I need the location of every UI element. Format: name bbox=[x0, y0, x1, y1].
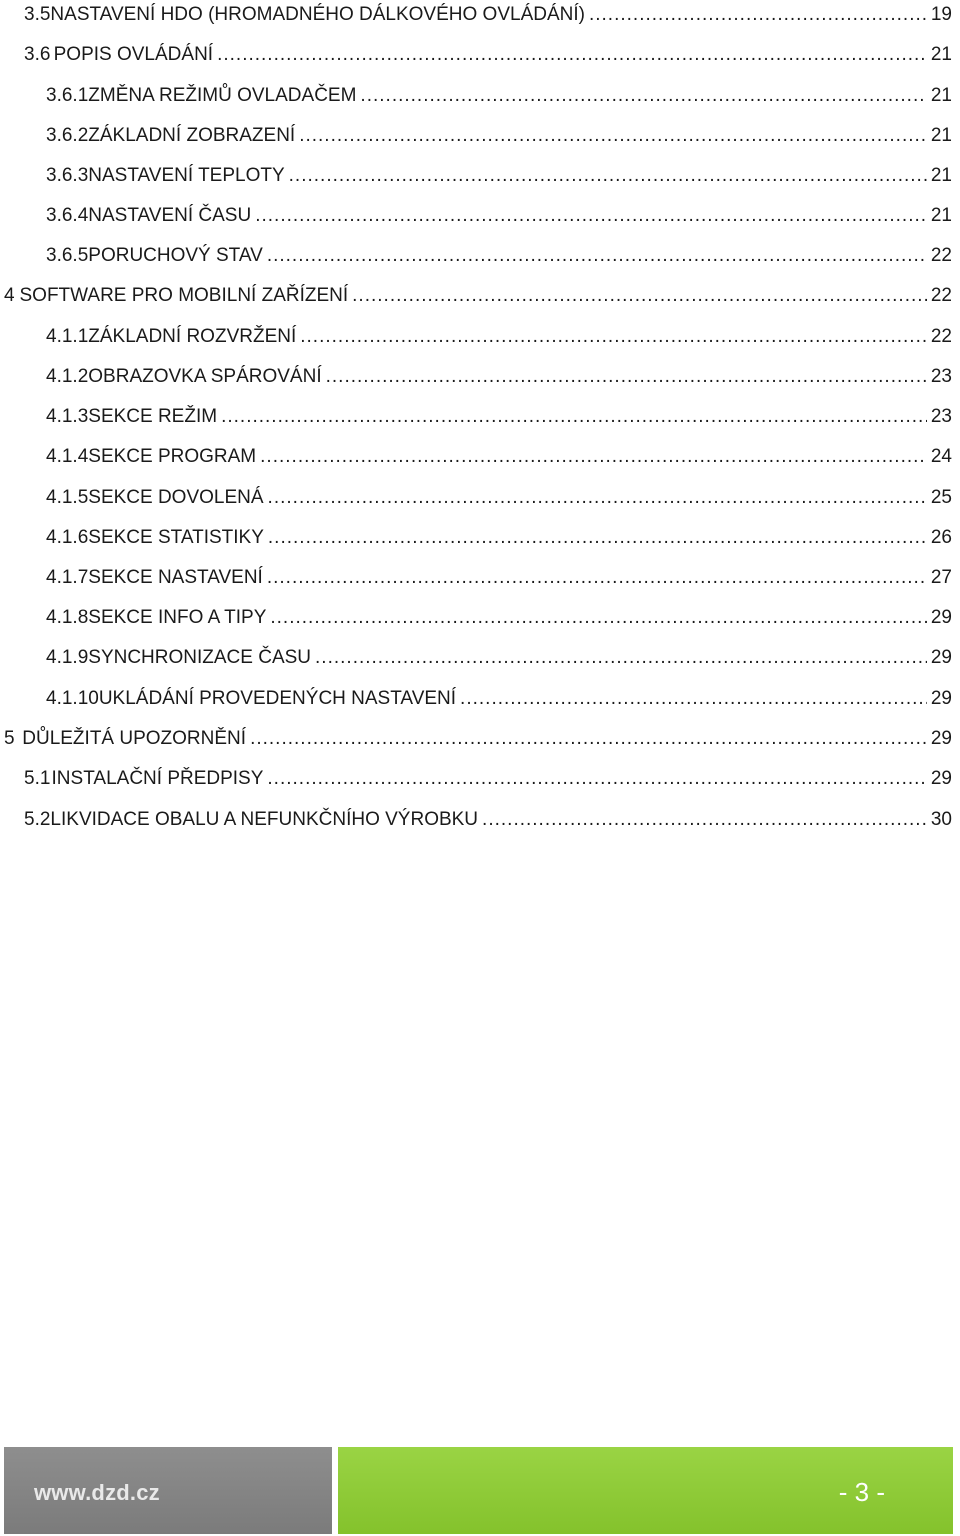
toc-entry-number: 3.6.4 bbox=[46, 204, 89, 226]
footer-website-url[interactable]: www.dzd.cz bbox=[34, 1479, 160, 1505]
toc-entry-title: SYNCHRONIZACE ČASU bbox=[88, 646, 312, 668]
dot-leader bbox=[289, 166, 927, 185]
toc-entry-page: 29 bbox=[930, 727, 952, 749]
toc-entry-page: 27 bbox=[930, 566, 952, 588]
toc-entry-page: 22 bbox=[930, 244, 952, 266]
toc-entry[interactable] bbox=[46, 517, 952, 557]
toc-entry-number: 3.5 bbox=[24, 3, 51, 25]
toc-entry-number: 3.6.1 bbox=[46, 84, 89, 106]
toc-entry-page: 21 bbox=[930, 43, 952, 65]
toc-entry[interactable] bbox=[46, 477, 952, 517]
toc-entry-number: 3.6.3 bbox=[46, 164, 89, 186]
dot-leader bbox=[268, 488, 927, 507]
toc-entry-page: 23 bbox=[930, 405, 952, 427]
toc-entry-page: 21 bbox=[930, 124, 952, 146]
toc-entry-number: 4.1.2 bbox=[46, 365, 89, 387]
dot-leader bbox=[250, 729, 927, 748]
toc-entry-title: OBRAZOVKA SPÁROVÁNÍ bbox=[88, 365, 322, 387]
toc-entry-title: NASTAVENÍ TEPLOTY bbox=[88, 164, 285, 186]
dot-leader bbox=[589, 5, 927, 24]
toc-entry-page: 24 bbox=[930, 445, 952, 467]
toc-entry-number: 3.6.2 bbox=[46, 124, 89, 146]
toc-entry-number: 3.6.5 bbox=[46, 244, 89, 266]
toc-entry[interactable] bbox=[46, 155, 952, 195]
toc-entry-number: 5.2 bbox=[24, 808, 51, 830]
toc-entry-title: ZÁKLADNÍ ZOBRAZENÍ bbox=[88, 124, 296, 146]
dot-leader bbox=[260, 447, 927, 466]
dot-leader bbox=[267, 246, 927, 265]
toc-entry-number: 4 bbox=[4, 284, 15, 306]
toc-entry-number: 4.1.9 bbox=[46, 646, 89, 668]
toc-entry-title: DŮLEŽITÁ UPOZORNĚNÍ bbox=[22, 727, 247, 749]
toc-entry-title: NASTAVENÍ HDO (HROMADNÉHO DÁLKOVÉHO OVLÁDÁNÍ) bbox=[50, 3, 585, 25]
dot-leader bbox=[300, 327, 927, 346]
toc-entry-title: POPIS OVLÁDÁNÍ bbox=[53, 43, 214, 65]
toc-entry-title: ZMĚNA REŽIMŮ OVLADAČEM bbox=[88, 84, 357, 106]
dot-leader bbox=[268, 528, 927, 547]
toc-entry[interactable] bbox=[46, 637, 952, 677]
toc-entry-number: 5.1 bbox=[24, 767, 51, 789]
toc-entry-title: SEKCE NASTAVENÍ bbox=[88, 566, 263, 588]
dot-leader bbox=[482, 810, 927, 829]
toc-entry-page: 29 bbox=[930, 767, 952, 789]
footer-website-band bbox=[4, 1447, 332, 1534]
toc-entry-number: 4.1.7 bbox=[46, 566, 89, 588]
toc-entry-page: 19 bbox=[930, 3, 952, 25]
dot-leader bbox=[270, 608, 926, 627]
toc-entry-title: INSTALAČNÍ PŘEDPISY bbox=[51, 767, 264, 789]
toc-entry-title: SEKCE PROGRAM bbox=[88, 445, 257, 467]
dot-leader bbox=[255, 206, 927, 225]
dot-leader bbox=[315, 648, 927, 667]
toc-entry-title: SEKCE REŽIM bbox=[88, 405, 218, 427]
toc-entry[interactable] bbox=[24, 34, 952, 74]
toc-entry-page: 29 bbox=[930, 646, 952, 668]
toc-entry-page: 26 bbox=[930, 526, 952, 548]
toc-entry-page: 23 bbox=[930, 365, 952, 387]
toc-entry-title: NASTAVENÍ ČASU bbox=[88, 204, 252, 226]
toc-entry-title: SEKCE INFO A TIPY bbox=[88, 606, 267, 628]
toc-entry[interactable] bbox=[24, 0, 952, 34]
toc-entry[interactable] bbox=[46, 597, 952, 637]
dot-leader bbox=[221, 407, 927, 426]
toc-entry-title: LIKVIDACE OBALU A NEFUNKČNÍHO VÝROBKU bbox=[50, 808, 479, 830]
toc-entry-page: 25 bbox=[930, 486, 952, 508]
toc-entry-number: 4.1.6 bbox=[46, 526, 89, 548]
toc-entry-title: ZÁKLADNÍ ROZVRŽENÍ bbox=[88, 325, 297, 347]
toc-entry[interactable] bbox=[46, 396, 952, 436]
toc-entry[interactable] bbox=[24, 758, 952, 798]
dot-leader bbox=[299, 126, 927, 145]
toc-entry-page: 21 bbox=[930, 84, 952, 106]
toc-entry-number: 4.1.4 bbox=[46, 445, 89, 467]
footer-page-number: - 3 - bbox=[838, 1477, 885, 1507]
toc-entry-number: 4.1.10 bbox=[46, 687, 99, 709]
toc-entry-number: 3.6 bbox=[24, 43, 51, 65]
dot-leader bbox=[360, 86, 926, 105]
toc-entry-title: SEKCE DOVOLENÁ bbox=[88, 486, 264, 508]
toc-entry[interactable] bbox=[46, 75, 952, 115]
toc-entry-title: SOFTWARE PRO MOBILNÍ ZAŘÍZENÍ bbox=[19, 284, 349, 306]
toc-entry-title: SEKCE STATISTIKY bbox=[88, 526, 264, 548]
toc-entry[interactable] bbox=[46, 115, 952, 155]
toc-entry-page: 29 bbox=[930, 687, 952, 709]
toc-entry[interactable] bbox=[46, 678, 952, 718]
toc-entry-page: 21 bbox=[930, 164, 952, 186]
toc-entry-number: 4.1.3 bbox=[46, 405, 89, 427]
toc-entry-number: 4.1.8 bbox=[46, 606, 89, 628]
toc-entry-number: 4.1.1 bbox=[46, 325, 89, 347]
toc-entry-title: UKLÁDÁNÍ PROVEDENÝCH NASTAVENÍ bbox=[98, 687, 457, 709]
toc-entry[interactable] bbox=[46, 316, 952, 356]
toc-entry[interactable] bbox=[46, 436, 952, 476]
toc-entry-page: 21 bbox=[930, 204, 952, 226]
toc-entry[interactable] bbox=[24, 799, 952, 839]
toc-entry[interactable] bbox=[46, 356, 952, 396]
toc-entry-page: 30 bbox=[930, 808, 952, 830]
toc-entry[interactable] bbox=[4, 718, 952, 758]
toc-entry-page: 29 bbox=[930, 606, 952, 628]
toc-entry-page: 22 bbox=[930, 284, 952, 306]
dot-leader bbox=[267, 568, 927, 587]
toc-entry-number: 5 bbox=[4, 727, 15, 749]
toc-entry[interactable] bbox=[46, 235, 952, 275]
toc-entry[interactable] bbox=[4, 275, 952, 315]
footer-page-band bbox=[338, 1447, 953, 1534]
dot-leader bbox=[326, 367, 927, 386]
toc-entry[interactable] bbox=[46, 195, 952, 235]
dot-leader bbox=[267, 769, 926, 788]
toc-entry-title: PORUCHOVÝ STAV bbox=[88, 244, 263, 266]
toc-entry-number: 4.1.5 bbox=[46, 486, 89, 508]
dot-leader bbox=[352, 286, 927, 305]
toc-entry-page: 22 bbox=[930, 325, 952, 347]
toc-entry[interactable] bbox=[46, 557, 952, 597]
dot-leader bbox=[460, 689, 927, 708]
dot-leader bbox=[217, 45, 927, 64]
